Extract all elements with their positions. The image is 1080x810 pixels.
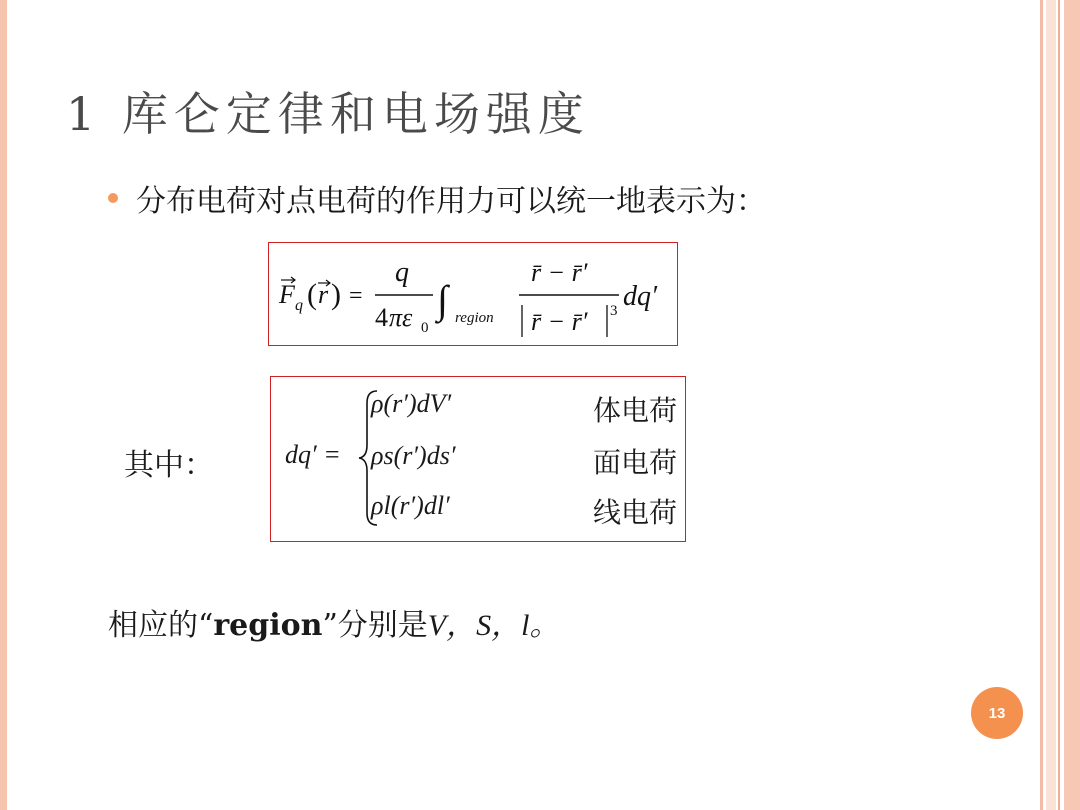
right-border-stripe xyxy=(1058,0,1060,810)
right-border-stripe xyxy=(1064,0,1080,810)
svg-text:F: F xyxy=(279,280,295,309)
region-note-prefix: 相应的“ xyxy=(108,608,214,643)
svg-text:q: q xyxy=(395,257,409,288)
svg-text:4: 4 xyxy=(375,303,388,332)
region-note-suffix: ”分别是 xyxy=(322,608,428,643)
left-border xyxy=(0,0,7,810)
region-note xyxy=(108,600,559,644)
svg-text:3: 3 xyxy=(610,303,618,319)
case-label-volume: 体电荷 xyxy=(592,394,677,427)
case-expr-surface: ρs(r′)ds′ xyxy=(371,441,456,470)
svg-text:(: ( xyxy=(307,278,317,311)
right-border-stripe xyxy=(1040,0,1043,810)
bullet-dot-icon xyxy=(108,193,118,203)
formula-main-svg xyxy=(269,243,677,345)
where-label: 其中： xyxy=(124,448,214,483)
page-number-badge: 13 xyxy=(971,687,1023,739)
region-vars: V，S，l。 xyxy=(427,609,560,642)
svg-text:dq′: dq′ xyxy=(623,281,658,312)
bullet-item xyxy=(108,176,766,220)
case-label-surface: 面电荷 xyxy=(592,446,677,479)
svg-text:∫: ∫ xyxy=(437,277,448,322)
slide-title: 1 库仑定律和电场强度 xyxy=(66,87,590,141)
region-word: region xyxy=(213,608,323,643)
case-label-line: 线电荷 xyxy=(592,496,677,529)
svg-text:region: region xyxy=(455,310,494,326)
case-expr-line: ρl(r′)dl′ xyxy=(371,491,450,520)
svg-text:r: r xyxy=(318,280,329,309)
svg-text:q: q xyxy=(295,297,303,314)
right-border-stripe xyxy=(1046,0,1056,810)
svg-text:=: = xyxy=(349,283,363,309)
bullet-text: 分布电荷对点电荷的作用力可以统一地表示为： xyxy=(136,184,766,219)
piecewise-lhs: dq′ = xyxy=(285,440,341,469)
formula-box-main xyxy=(268,242,678,346)
formula-box-piecewise xyxy=(270,376,686,542)
svg-text:r̄ − r̄′: r̄ − r̄′ xyxy=(531,307,588,336)
svg-text:0: 0 xyxy=(421,320,429,336)
svg-text:r̄ − r̄′: r̄ − r̄′ xyxy=(531,258,588,287)
svg-text:πε: πε xyxy=(389,303,413,332)
case-expr-volume: ρ(r′)dV′ xyxy=(371,389,452,418)
svg-text:): ) xyxy=(331,278,341,311)
